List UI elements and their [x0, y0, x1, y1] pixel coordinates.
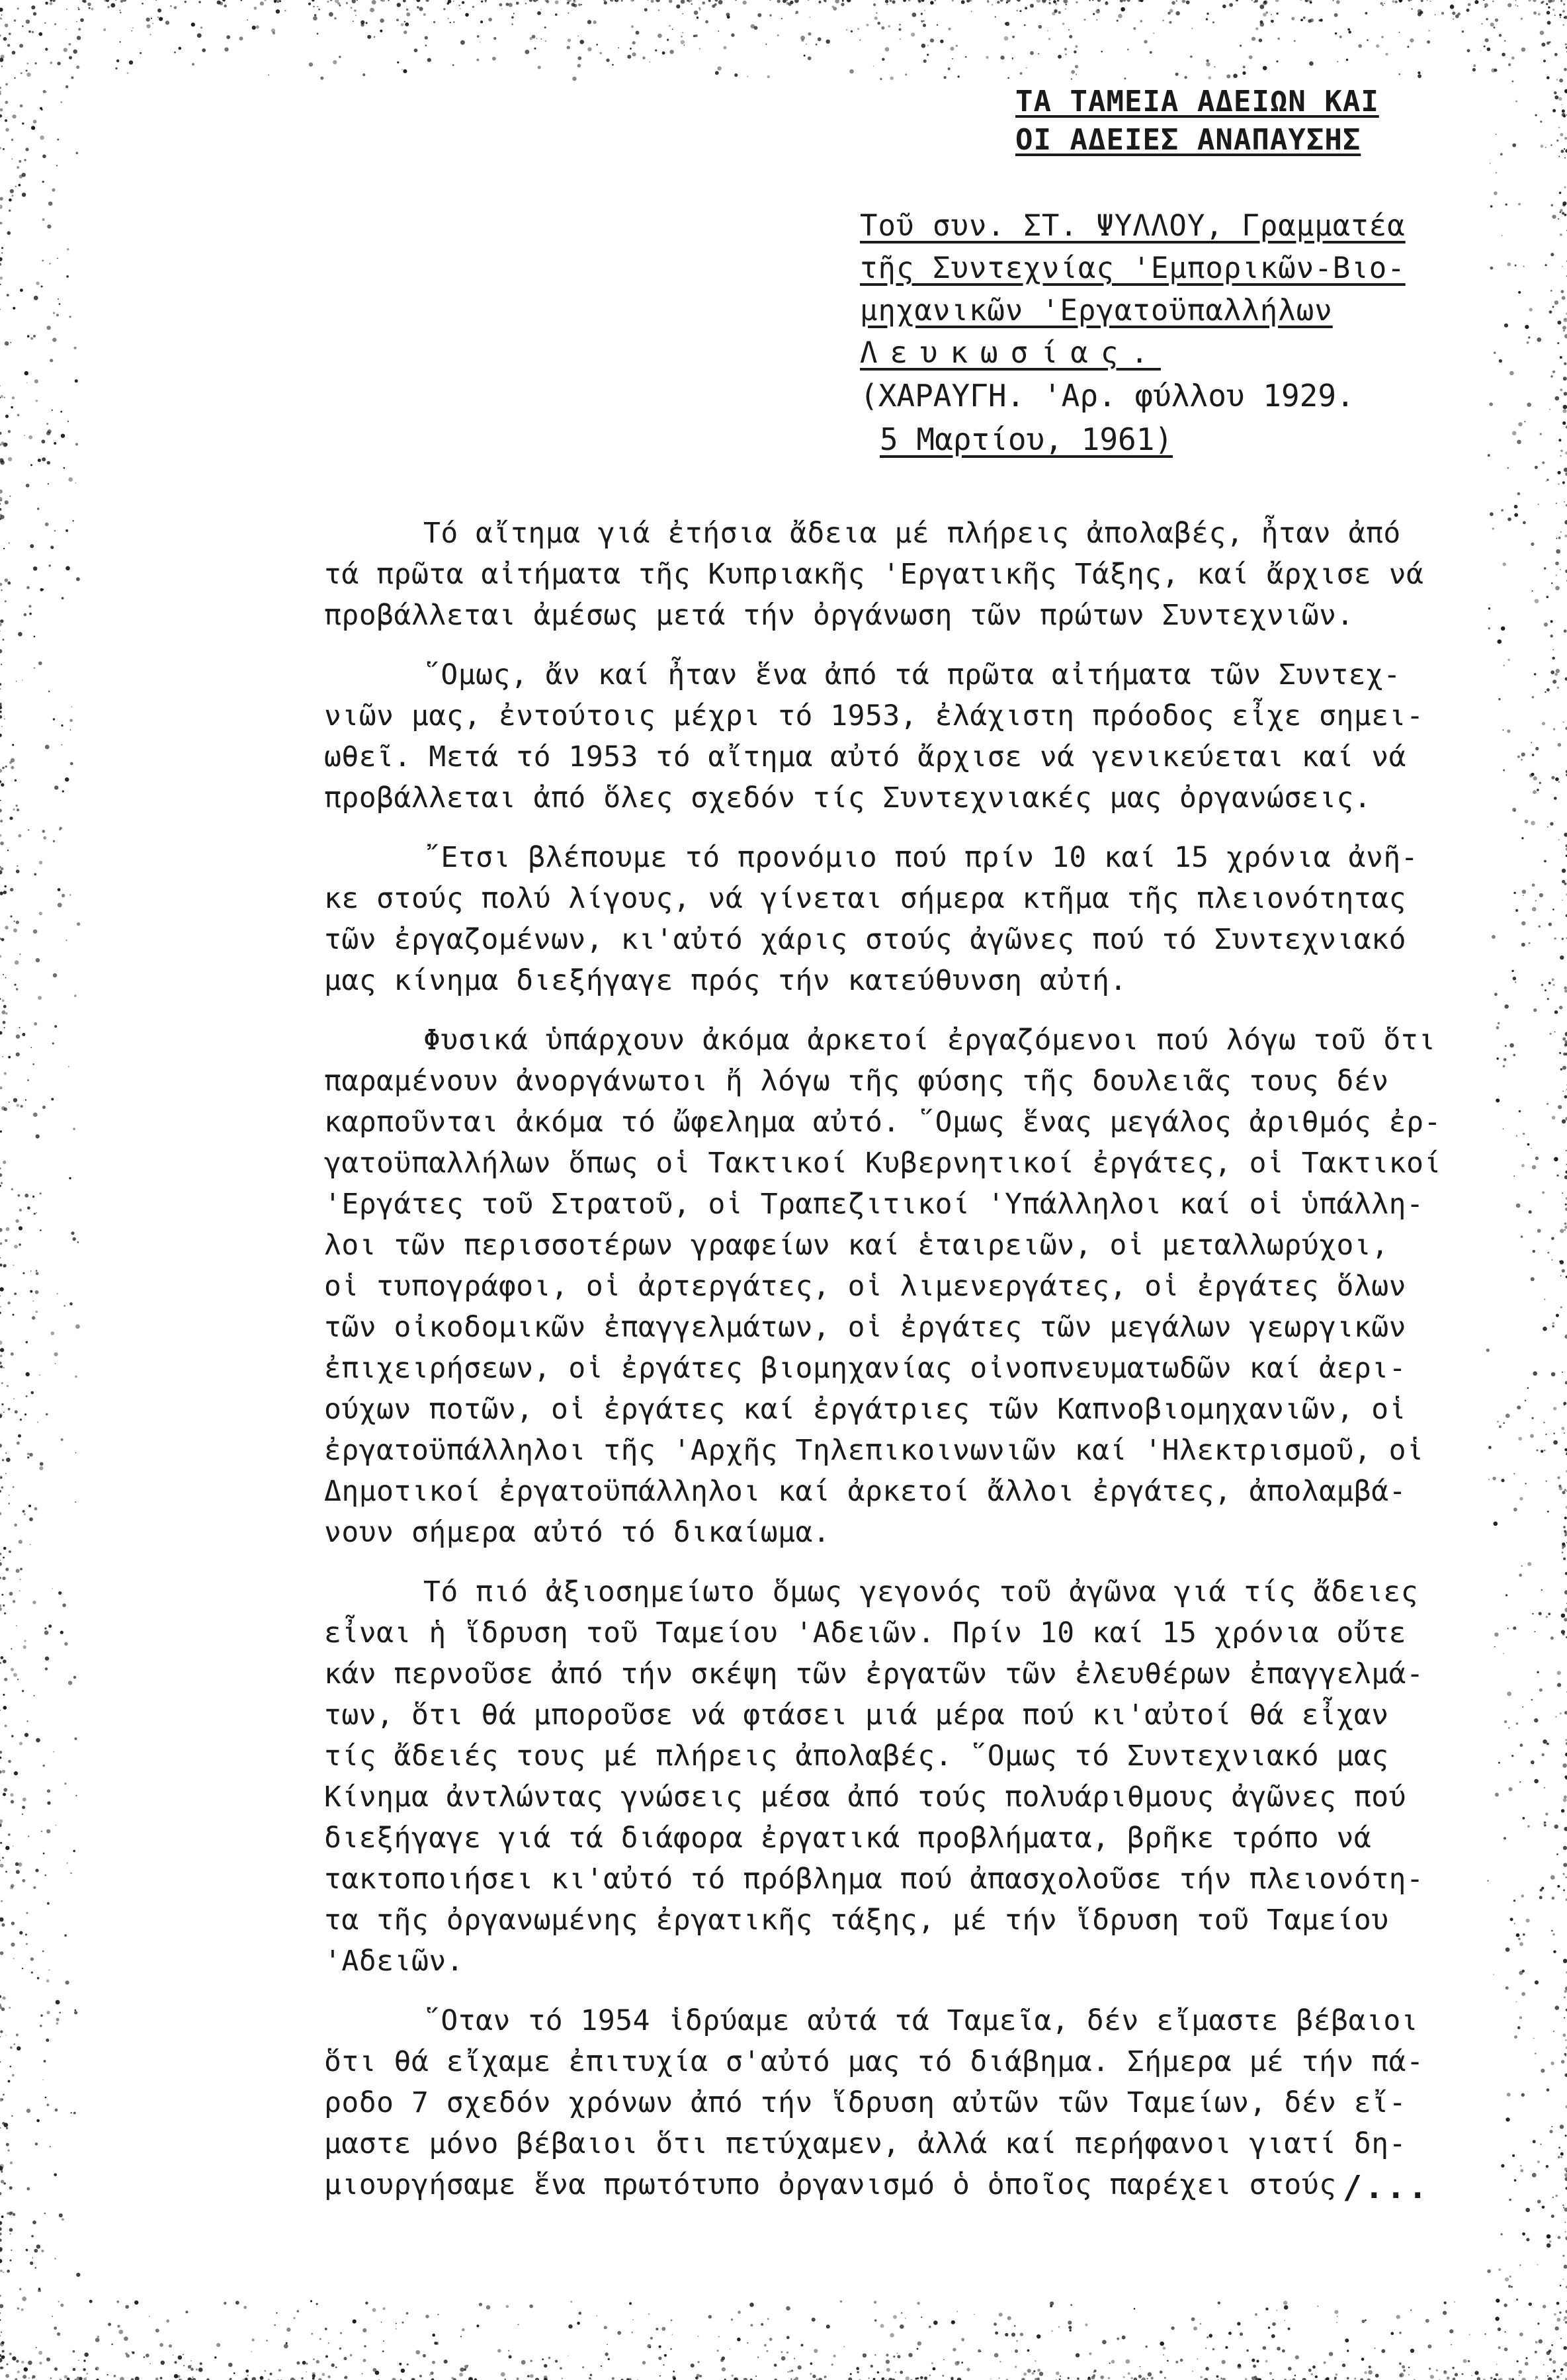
paragraph-line: προβάλλεται ἀμέσως μετά τήν ὀργάνωση τῶν πρώτων Συντεχνιῶν.	[324, 599, 1354, 632]
paragraph-line: τίς ἄδειές τους μέ πλήρεις ἀπολαβές. ῞Ομως τό Συντεχνιακό μας	[324, 1740, 1389, 1773]
paragraph-line: εἶναι ἡ ἵδρυση τοῦ Ταμείου 'Αδειῶν. Πρίν 10 καί 15 χρόνια οὔτε	[324, 1616, 1407, 1650]
paragraph-line: τά πρῶτα αἰτήματα τῆς Κυπριακῆς 'Εργατικῆς Τάξης, καί ἄρχισε νά	[324, 558, 1424, 591]
paragraph-line: νουν σήμερα αὐτό τό δικαίωμα.	[324, 1516, 831, 1549]
author-line: μηχανικῶν 'Εργατοϋπαλλήλων	[860, 294, 1333, 328]
paragraph-line: Κίνημα ἀντλώντας γνώσεις μέσα ἀπό τούς πολυάριθμους ἀγῶνες πού	[324, 1781, 1407, 1814]
paragraph-line: κε στούς πολύ λίγους, νά γίνεται σήμερα κτῆμα τῆς πλειονότητας	[324, 882, 1407, 915]
paragraph-line: ὅτι θά εἴχαμε ἐπιτυχία σ'αὐτό μας τό διάβημα. Σήμερα μέ τήν πά-	[324, 2045, 1424, 2078]
source-date: 5 Μαρτίου, 1961)	[880, 421, 1173, 457]
paragraph-line: Τό αἴτημα γιά ἐτήσια ἄδεια μέ πλήρεις ἀπολαβές, ἦταν ἀπό	[423, 517, 1401, 550]
paragraph-line: οἱ τυπογράφοι, οἱ ἀρτεργάτες, οἱ λιμενεργάτες, οἱ ἐργάτες ὅλων	[324, 1270, 1407, 1303]
body-paragraph	[324, 654, 1449, 818]
title-line: ΟΙ ΑΔΕΙΕΣ ΑΝΑΠΑΥΣΗΣ	[1015, 123, 1361, 157]
source-citation	[860, 374, 1455, 461]
body-paragraph	[324, 1020, 1449, 1553]
paragraph-line: ροδο 7 σχεδόν χρόνων ἀπό τήν ἵδρυση αὐτῶν τῶν Ταμείων, δέν εἴ-	[324, 2086, 1407, 2119]
paragraph-line: διεξήγαγε γιά τά διάφορα ἐργατικά προβλήματα, βρῆκε τρόπο νά	[324, 1822, 1372, 1855]
paragraph-line: τῶν ἐργαζομένων, κι'αὐτό χάρις στούς ἀγῶνες πού τό Συντεχνιακό	[324, 923, 1407, 956]
author-line: Λευκωσίας.	[860, 336, 1161, 370]
paragraph-line: παραμένουν ἀνοργάνωτοι ἤ λόγω τῆς φύσης τῆς δουλειᾶς τους δέν	[324, 1065, 1389, 1098]
paragraph-line: τακτοποιήσει κι'αὐτό τό πρόβλημα πού ἀπασχολοῦσε τήν πλειονότη-	[324, 1863, 1424, 1896]
document-body	[324, 513, 1449, 2224]
body-paragraph	[324, 1571, 1449, 1982]
paragraph-line: των, ὅτι θά μποροῦσε νά φτάσει μιά μέρα πού κι'αὐτοί θά εἶχαν	[324, 1698, 1389, 1732]
paragraph-line: ἐπιχειρήσεων, οἱ ἐργάτες βιομηχανίας οἰνοπνευματωδῶν καί ἀερι-	[324, 1352, 1407, 1385]
paragraph-line: προβάλλεται ἀπό ὅλες σχεδόν τίς Συντεχνιακές μας ὀργανώσεις.	[324, 781, 1372, 815]
paragraph-line: ούχων ποτῶν, οἱ ἐργάτες καί ἐργάτριες τῶν Καπνοβιομηχανιῶν, οἱ	[324, 1393, 1407, 1426]
paragraph-line: μας κίνημα διεξήγαγε πρός τήν κατεύθυνση αὐτή.	[324, 964, 1127, 997]
paragraph-line: Δημοτικοί ἐργατοϋπάλληλοι καί ἀρκετοί ἄλλοι ἐργάτες, ἀπολαμβά-	[324, 1475, 1407, 1508]
paragraph-line: γατοϋπαλλήλων ὅπως οἱ Τακτικοί Κυβερνητικοί ἐργάτες, οἱ Τακτικοί	[324, 1147, 1441, 1180]
paragraph-line: Φυσικά ὑπάρχουν ἀκόμα ἀρκετοί ἐργαζόμενοι πού λόγω τοῦ ὅτι	[423, 1024, 1436, 1057]
paragraph-line: νιῶν μας, ἐντούτοις μέχρι τό 1953, ἐλάχιστη πρόοδος εἶχε σημει-	[324, 699, 1424, 732]
paragraph-line: ῞Οταν τό 1954 ἱδρύαμε αὐτά τά Ταμεῖα, δέν εἴμαστε βέβαιοι	[423, 2004, 1419, 2037]
body-paragraph	[324, 513, 1449, 636]
paragraph-line: Τό πιό ἀξιοσημείωτο ὅμως γεγονός τοῦ ἀγῶνα γιά τίς ἄδειες	[423, 1575, 1419, 1609]
author-line: τῆς Συντεχνίας 'Εμπορικῶν-Βιο-	[860, 251, 1406, 285]
paragraph-line: ῞Ομως, ἄν καί ἦταν ἕνα ἀπό τά πρῶτα αἰτήματα τῶν Συντεχ-	[423, 658, 1401, 691]
paragraph-line: μαστε μόνο βέβαιοι ὅτι πετύχαμεν, ἀλλά καί περήφανοι γιατί δη-	[324, 2127, 1407, 2160]
title-line: ΤΑ ΤΑΜΕΙΑ ΑΔΕΙΩΝ ΚΑΙ	[1015, 85, 1379, 118]
document-title	[1015, 83, 1386, 159]
paragraph-line: λοι τῶν περισσοτέρων γραφείων καί ἑταιρειῶν, οἱ μεταλλωρύχοι,	[324, 1229, 1389, 1262]
source-line: (ΧΑΡΑΥΓΗ. 'Αρ. φύλλου 1929.	[860, 378, 1355, 414]
author-line: Τοῦ συν. ΣΤ. ΨΥΛΛΟΥ, Γραμματέα	[860, 209, 1406, 243]
paragraph-line: τα τῆς ὀργανωμένης ἐργατικῆς τάξης, μέ τήν ἵδρυση τοῦ Ταμείου	[324, 1904, 1389, 1937]
paragraph-line: καρποῦνται ἀκόμα τό ὤφελημα αὐτό. ῞Ομως ἕνας μεγάλος ἀριθμός ἐρ-	[324, 1106, 1441, 1139]
paragraph-line: 'Εργάτες τοῦ Στρατοῦ, οἱ Τραπεζιτικοί 'Υπάλληλοι καί οἱ ὑπάλλη-	[324, 1188, 1424, 1221]
paragraph-line: 'Αδειῶν.	[324, 1945, 464, 1978]
continuation-mark: /...	[1343, 2169, 1430, 2206]
paragraph-line: κάν περνοῦσε ἀπό τήν σκέψη τῶν ἐργατῶν τῶν ἐλευθέρων ἐπαγγελμά-	[324, 1657, 1424, 1691]
paragraph-line: ῎Ετσι βλέπουμε τό προνόμιο πού πρίν 10 καί 15 χρόνια ἀνῆ-	[423, 841, 1419, 874]
author-attribution	[860, 205, 1455, 375]
paragraph-line: μιουργήσαμε ἕνα πρωτότυπο ὀργανισμό ὁ ὁποῖος παρέχει στούς	[324, 2168, 1337, 2201]
body-paragraph	[324, 837, 1449, 1001]
body-paragraph	[324, 2000, 1449, 2205]
paragraph-line: ωθεῖ. Μετά τό 1953 τό αἴτημα αὐτό ἄρχισε νά γενικεύεται καί νά	[324, 740, 1407, 773]
paragraph-line: τῶν οἰκοδομικῶν ἐπαγγελμάτων, οἱ ἐργάτες τῶν μεγάλων γεωργικῶν	[324, 1311, 1407, 1344]
paragraph-line: ἐργατοϋπάλληλοι τῆς 'Αρχῆς Τηλεπικοινωνιῶν καί 'Ηλεκτρισμοῦ, οἱ	[324, 1434, 1424, 1467]
